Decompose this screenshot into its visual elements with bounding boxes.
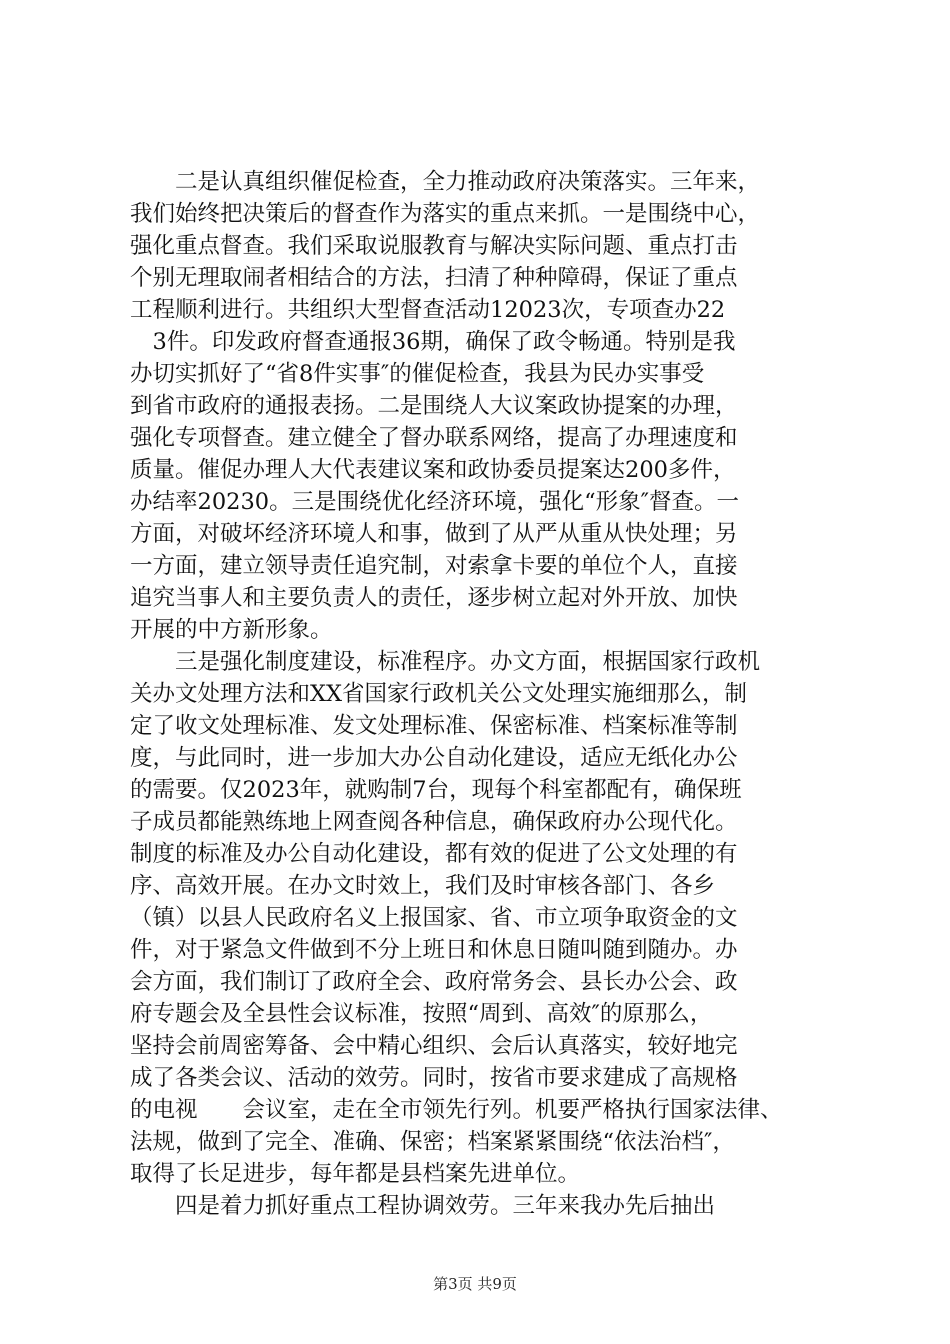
text-line: 的需要。仅2023年，就购制7台，现每个科室都配有，确保班	[130, 777, 742, 803]
text-line: 个别无理取闹者相结合的方法，扫清了种种障碍，保证了重点	[130, 265, 738, 291]
text-line: 四是着力抓好重点工程协调效劳。三年来我办先后抽出	[130, 1193, 716, 1219]
text-line: 子成员都能熟练地上网查阅各种信息，确保政府办公现代化。	[130, 809, 738, 835]
text-line: 序、高效开展。在办文时效上，我们及时审核各部门、各乡	[130, 873, 716, 899]
text-line: 三是强化制度建设，标准程序。办文方面，根据国家行政机	[130, 649, 761, 675]
text-line: 会方面，我们制订了政府全会、政府常务会、县长办公会、政	[130, 969, 738, 995]
text-line: 办切实抓好了“省8件实事″的催促检查，我县为民办实事受	[130, 361, 705, 387]
text-line: 开展的中方新形象。	[130, 617, 333, 643]
text-line: 方面，对破坏经济环境人和事，做到了从严从重从快处理；另	[130, 521, 738, 547]
text-line: 到省市政府的通报表扬。二是围绕人大议案政协提案的办理，	[130, 393, 738, 419]
text-line: 质量。催促办理人大代表建议案和政协委员提案达200多件，	[130, 457, 736, 483]
text-line: 强化专项督查。建立健全了督办联系网络，提高了办理速度和	[130, 425, 738, 451]
text-line: 制度的标准及办公自动化建设，都有效的促进了公文处理的有	[130, 841, 738, 867]
text-line: 的电视 会议室，走在全市领先行列。机要严格执行国家法律、	[130, 1097, 783, 1123]
text-line: 法规，做到了完全、准确、保密；档案紧紧围绕“依法治档″，	[130, 1129, 735, 1155]
text-line: 度，与此同时，进一步加大办公自动化建设，适应无纸化办公	[130, 745, 738, 771]
text-line: 府专题会及全县性会议标准，按照“周到、高效″的原那么，	[130, 1001, 713, 1027]
text-line: （镇）以县人民政府名义上报国家、省、市立项争取资金的文	[130, 905, 738, 931]
text-line: 3件。印发政府督查通报36期，确保了政令畅通。特别是我	[130, 329, 736, 355]
text-line: 办结率20230。三是围绕优化经济环境，强化“形象″督查。一	[130, 489, 739, 515]
text-line: 关办文处理方法和XX省国家行政机关公文处理实施细那么，制	[130, 681, 748, 707]
page-number-footer: 第3页 共9页	[433, 1275, 517, 1293]
text-line: 件，对于紧急文件做到不分上班日和休息日随叫随到随办。办	[130, 937, 738, 963]
text-line: 取得了长足进步，每年都是县档案先进单位。	[130, 1161, 581, 1187]
text-line: 强化重点督查。我们采取说服教育与解决实际问题、重点打击	[130, 233, 738, 259]
text-line: 我们始终把决策后的督查作为落实的重点来抓。一是围绕中心，	[130, 201, 761, 227]
text-line: 一方面，建立领导责任追究制，对索拿卡要的单位个人，直接	[130, 553, 738, 579]
text-line: 定了收文处理标准、发文处理标准、保密标准、档案标准等制	[130, 713, 738, 739]
text-line: 二是认真组织催促检查，全力推动政府决策落实。三年来，	[130, 169, 761, 195]
text-line: 成了各类会议、活动的效劳。同时，按省市要求建成了高规格	[130, 1065, 738, 1091]
text-line: 坚持会前周密筹备、会中精心组织、会后认真落实，较好地完	[130, 1033, 738, 1059]
body-text	[130, 166, 830, 1222]
text-line: 追究当事人和主要负责人的责任，逐步树立起对外开放、加快	[130, 585, 738, 611]
text-line: 工程顺利进行。共组织大型督查活动12023次，专项查办22	[130, 297, 726, 323]
